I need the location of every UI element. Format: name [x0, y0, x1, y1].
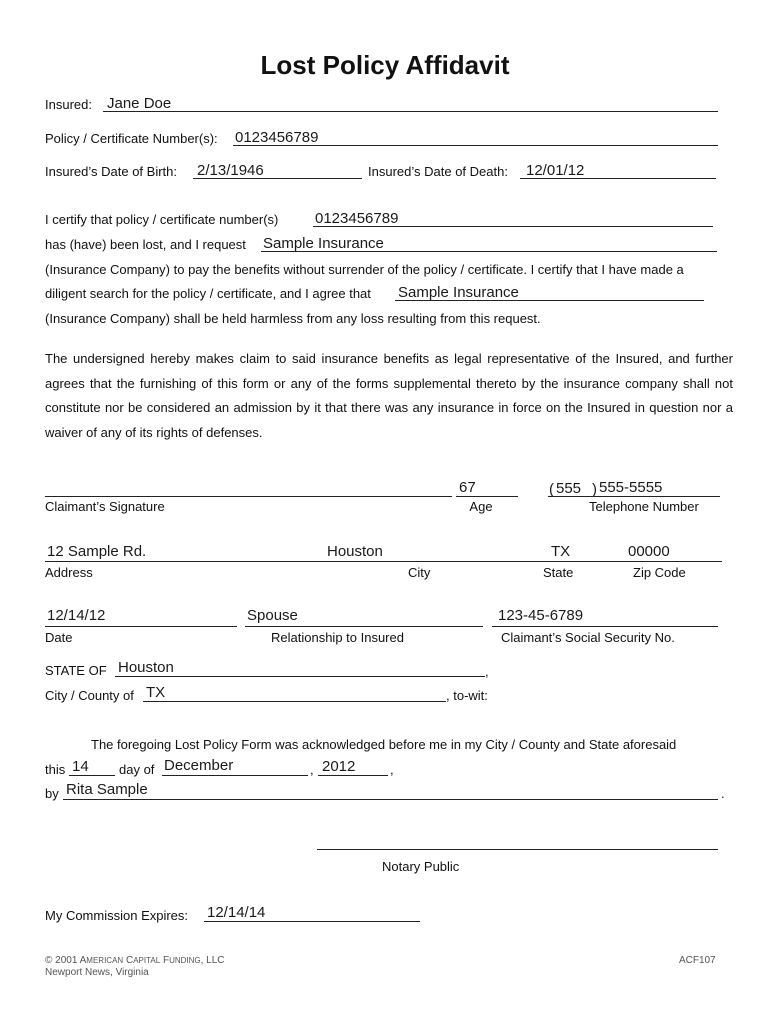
state-field[interactable]: TX [551, 543, 571, 560]
by-label: by [45, 786, 59, 801]
state-label: State [543, 565, 574, 580]
phone-close-paren: ) [592, 481, 597, 498]
notary-public-label: Notary Public [382, 859, 460, 874]
zip-field[interactable]: 00000 [628, 543, 670, 560]
dod-field[interactable]: 12/01/12 [526, 162, 585, 179]
policy-number-label: Policy / Certificate Number(s): [45, 131, 218, 146]
this-label: this [45, 762, 66, 777]
certify-policy-field[interactable]: 0123456789 [315, 210, 399, 227]
age-field[interactable]: 67 [459, 479, 476, 496]
date-line [45, 626, 237, 627]
date-label: Date [45, 630, 73, 645]
ssn-field[interactable]: 123-45-6789 [498, 607, 584, 624]
county-field[interactable]: TX [146, 684, 166, 701]
insured-line [103, 111, 718, 112]
acknowledge-text: The foregoing Lost Policy Form was acknowledged before me in my City / County and State aforesaid [91, 737, 677, 752]
certify-line2-label: has (have) been lost, and I request [45, 237, 246, 252]
by-period: . [721, 786, 725, 801]
month-line [162, 775, 308, 776]
policy-number-field[interactable]: 0123456789 [235, 129, 319, 146]
footer-form-code: ACF107 [679, 955, 716, 966]
signature-label: Claimant’s Signature [45, 499, 165, 514]
age-line [456, 496, 518, 497]
relationship-line [245, 626, 483, 627]
by-line [63, 799, 718, 800]
insurance-company-field-1[interactable]: Sample Insurance [263, 235, 384, 252]
state-of-comma: , [485, 664, 489, 679]
phone-number-field[interactable]: 555-5555 [599, 479, 663, 496]
footer-copyright: © 2001 AMERICAN CAPITAL FUNDING, LLC [45, 955, 225, 966]
insurance-company-field-2[interactable]: Sample Insurance [398, 284, 519, 301]
day-field[interactable]: 14 [72, 758, 89, 775]
dob-label: Insured’s Date of Birth: [45, 164, 177, 179]
signature-line[interactable] [45, 496, 452, 497]
address-line [45, 561, 722, 562]
city-label: City [408, 565, 431, 580]
state-of-field[interactable]: Houston [118, 659, 174, 676]
certify-line3: (Insurance Company) to pay the benefits without surrender of the policy / certificate. I certify that I have made a [45, 262, 684, 277]
by-field[interactable]: Rita Sample [66, 781, 148, 798]
certify-line5: (Insurance Company) shall be held harmless from any loss resulting from this request. [45, 311, 541, 326]
ssn-line [492, 626, 718, 627]
year-comma: , [390, 762, 394, 777]
certify-line4-label: diligent search for the policy / certificate, and I agree that [45, 286, 371, 301]
month-field[interactable]: December [164, 757, 234, 774]
claim-paragraph: The undersigned hereby makes claim to said insurance benefits as legal representative of the Insured, and further agrees that the furnishing of this form or any of the forms supplemental thereto by the insurance company shall not constitute nor be considered an admission by it that there was any insurance in force on the Insured in question nor a waiver of any of its rights of defenses. [45, 351, 733, 440]
notary-signature-line[interactable] [317, 849, 718, 850]
relationship-label: Relationship to Insured [271, 630, 404, 645]
year-field[interactable]: 2012 [322, 758, 356, 775]
county-label: City / County of [45, 688, 134, 703]
state-of-label: STATE OF [45, 663, 107, 678]
commission-label: My Commission Expires: [45, 908, 189, 923]
relationship-field[interactable]: Spouse [247, 607, 298, 624]
day-of-label: day of [119, 762, 155, 777]
insured-field[interactable]: Jane Doe [107, 95, 172, 112]
page-title: Lost Policy Affidavit [260, 50, 510, 80]
address-label: Address [45, 565, 93, 580]
month-comma: , [310, 762, 314, 777]
dob-field[interactable]: 2/13/1946 [197, 162, 264, 179]
date-field[interactable]: 12/14/12 [47, 607, 106, 624]
commission-field[interactable]: 12/14/14 [207, 904, 266, 921]
to-wit-label: , to-wit: [446, 688, 488, 703]
age-label: Age [469, 499, 493, 514]
phone-area-field[interactable]: 555 [556, 480, 582, 497]
zip-label: Zip Code [633, 565, 686, 580]
insured-label: Insured: [45, 97, 92, 112]
footer-location: Newport News, Virginia [45, 967, 149, 978]
city-field[interactable]: Houston [327, 543, 383, 560]
ssn-label: Claimant’s Social Security No. [501, 630, 675, 645]
phone-open-paren: ( [549, 481, 554, 498]
certify-line1-label: I certify that policy / certificate number(s) [45, 212, 279, 227]
dod-label: Insured’s Date of Death: [368, 164, 508, 179]
phone-label: Telephone Number [589, 499, 699, 514]
phone-line [548, 496, 720, 497]
address-field[interactable]: 12 Sample Rd. [47, 543, 147, 560]
county-line [143, 701, 446, 702]
